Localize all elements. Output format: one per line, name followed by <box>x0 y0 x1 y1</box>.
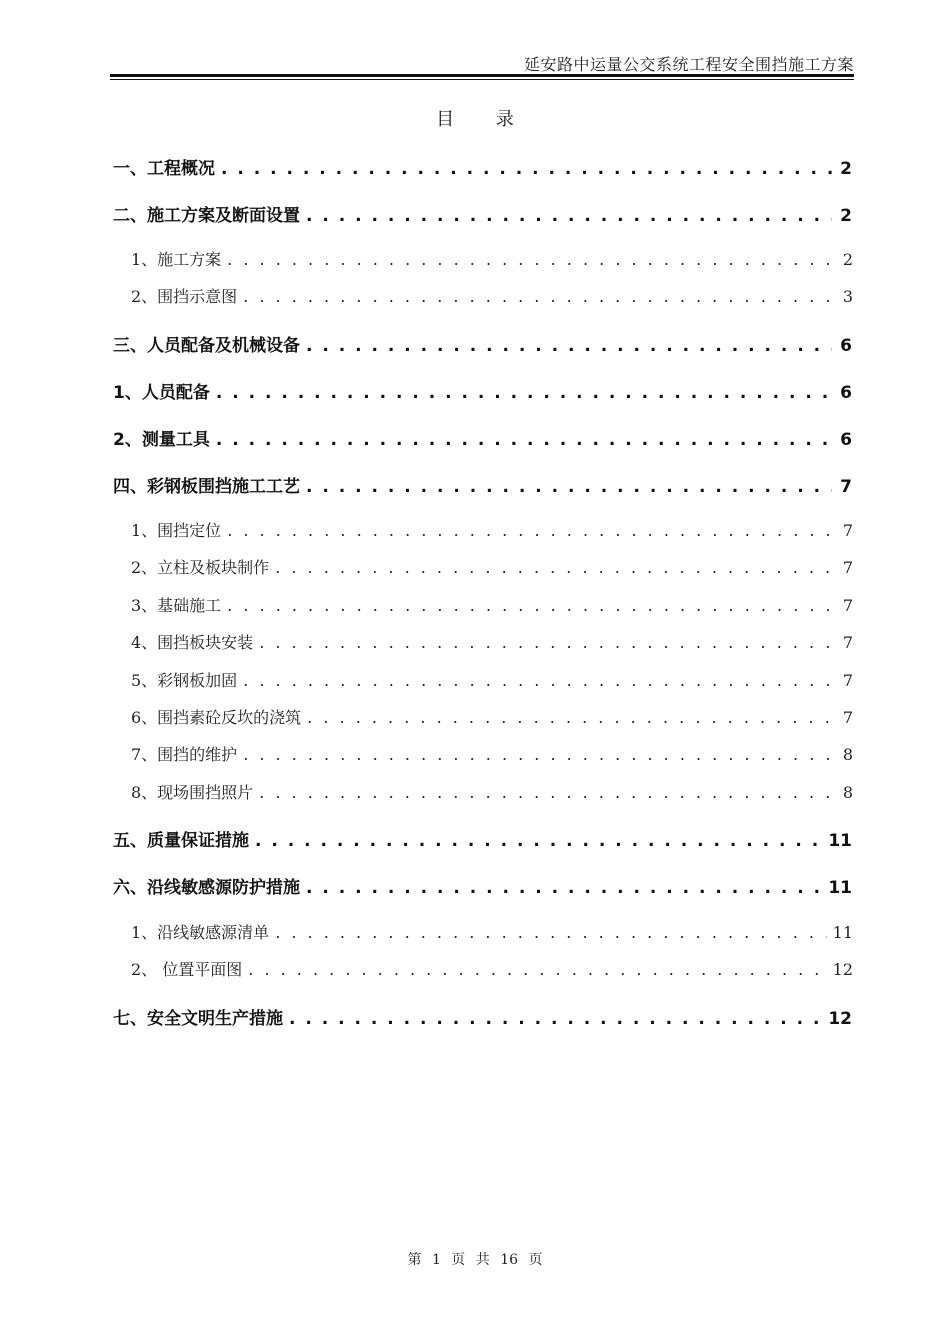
toc-entry-label: 2、 位置平面图 <box>131 960 243 979</box>
toc-entry-label: 五、质量保证措施 <box>113 831 249 851</box>
toc-subentry[interactable] <box>131 518 853 541</box>
toc-leader-dots <box>306 878 822 898</box>
toc-leader-dots <box>243 745 833 764</box>
toc-entry-page: 6 <box>840 430 852 450</box>
toc-leader-dots <box>255 831 822 851</box>
toc-entry-page: 6 <box>840 336 852 356</box>
toc-entry-label: 2、测量工具 <box>113 430 210 450</box>
toc-leader-dots <box>306 206 832 226</box>
toc-title: 目 录 <box>436 109 532 130</box>
toc-entry-label: 四、彩钢板围挡施工工艺 <box>113 477 300 497</box>
toc-leader-dots <box>307 708 833 727</box>
toc-entry-label: 三、人员配备及机械设备 <box>113 336 300 356</box>
toc-leader-dots <box>306 477 832 497</box>
toc-entry-label: 5、彩钢板加固 <box>131 671 238 690</box>
toc-entry[interactable] <box>113 1004 852 1029</box>
toc-leader-dots <box>259 783 833 802</box>
toc-entry-page: 11 <box>828 831 852 851</box>
toc-subentry[interactable] <box>131 920 853 943</box>
toc-leader-dots <box>227 250 833 269</box>
toc-entry-label: 一、工程概况 <box>113 159 215 179</box>
toc-entry-page: 2 <box>842 250 853 269</box>
toc-entry[interactable] <box>113 154 852 179</box>
toc-leader-dots <box>216 430 832 450</box>
toc-leader-dots <box>275 558 833 577</box>
toc-entry-label: 4、围挡板块安装 <box>131 633 254 652</box>
toc-subentry[interactable] <box>131 630 853 653</box>
toc-entry-label: 六、沿线敏感源防护措施 <box>113 878 300 898</box>
toc-entry[interactable] <box>113 331 852 356</box>
toc-entry-page: 12 <box>832 960 853 979</box>
toc-entry-label: 8、现场围挡照片 <box>131 783 254 802</box>
toc-subentry[interactable] <box>131 705 853 728</box>
toc-subentry[interactable] <box>131 780 853 803</box>
toc-subentry[interactable] <box>131 593 853 616</box>
toc-entry-page: 8 <box>842 783 853 802</box>
toc-leader-dots <box>289 1009 822 1029</box>
toc-entry-page: 2 <box>840 206 852 226</box>
toc-entry-label: 2、围挡示意图 <box>131 287 238 306</box>
toc-leader-dots <box>275 923 826 942</box>
toc-entry-page: 7 <box>842 521 853 540</box>
toc-entry-page: 7 <box>842 558 853 577</box>
toc-entry[interactable] <box>113 873 852 898</box>
toc-entry-page: 7 <box>842 671 853 690</box>
header-rule-thin <box>110 79 854 80</box>
toc-entry-page: 3 <box>842 287 853 306</box>
toc-entry-label: 1、围挡定位 <box>131 521 222 540</box>
toc-entry-page: 8 <box>842 745 853 764</box>
toc-entry-label: 7、围挡的维护 <box>131 745 238 764</box>
toc-entry[interactable] <box>113 472 852 497</box>
toc-entry-label: 七、安全文明生产措施 <box>113 1009 283 1029</box>
toc-subentry[interactable] <box>131 742 853 765</box>
toc-leader-dots <box>243 671 833 690</box>
toc-entry-page: 7 <box>842 708 853 727</box>
toc-subentry[interactable] <box>131 284 853 307</box>
toc-entry-page: 6 <box>840 383 852 403</box>
toc-leader-dots <box>259 633 833 652</box>
toc-leader-dots <box>216 383 832 403</box>
toc-entry-label: 1、人员配备 <box>113 383 210 403</box>
document-header-title: 延安路中运量公交系统工程安全围挡施工方案 <box>523 55 854 74</box>
toc-entry-label: 1、施工方案 <box>131 250 222 269</box>
toc-entry-page: 11 <box>832 923 853 942</box>
toc-leader-dots <box>227 596 833 615</box>
toc-entry-page: 2 <box>840 159 852 179</box>
toc-entry[interactable] <box>113 425 852 450</box>
toc-entry[interactable] <box>113 378 852 403</box>
toc-entry-label: 1、沿线敏感源清单 <box>131 923 270 942</box>
header-rule-thick <box>110 74 854 77</box>
toc-entry-page: 7 <box>840 477 852 497</box>
toc-leader-dots <box>221 159 832 179</box>
toc-entry-page: 11 <box>828 878 852 898</box>
toc-entry-page: 12 <box>828 1009 852 1029</box>
toc-leader-dots <box>248 960 826 979</box>
toc-subentry[interactable] <box>131 668 853 691</box>
toc-entry-label: 3、基础施工 <box>131 596 222 615</box>
toc-subentry[interactable] <box>131 247 853 270</box>
toc-entry-page: 7 <box>842 596 853 615</box>
toc-entry-label: 6、围挡素砼反坎的浇筑 <box>131 708 302 727</box>
toc-entry[interactable] <box>113 201 852 226</box>
toc-entry-label: 2、立柱及板块制作 <box>131 558 270 577</box>
toc-entry-label: 二、施工方案及断面设置 <box>113 206 300 226</box>
toc-entry[interactable] <box>113 826 852 851</box>
toc-leader-dots <box>227 521 833 540</box>
toc-leader-dots <box>306 336 832 356</box>
toc-leader-dots <box>243 287 833 306</box>
toc-subentry[interactable] <box>131 957 853 980</box>
toc-entry-page: 7 <box>842 633 853 652</box>
page-footer: 第 1 页 共 16 页 <box>407 1252 543 1268</box>
toc-subentry[interactable] <box>131 555 853 578</box>
